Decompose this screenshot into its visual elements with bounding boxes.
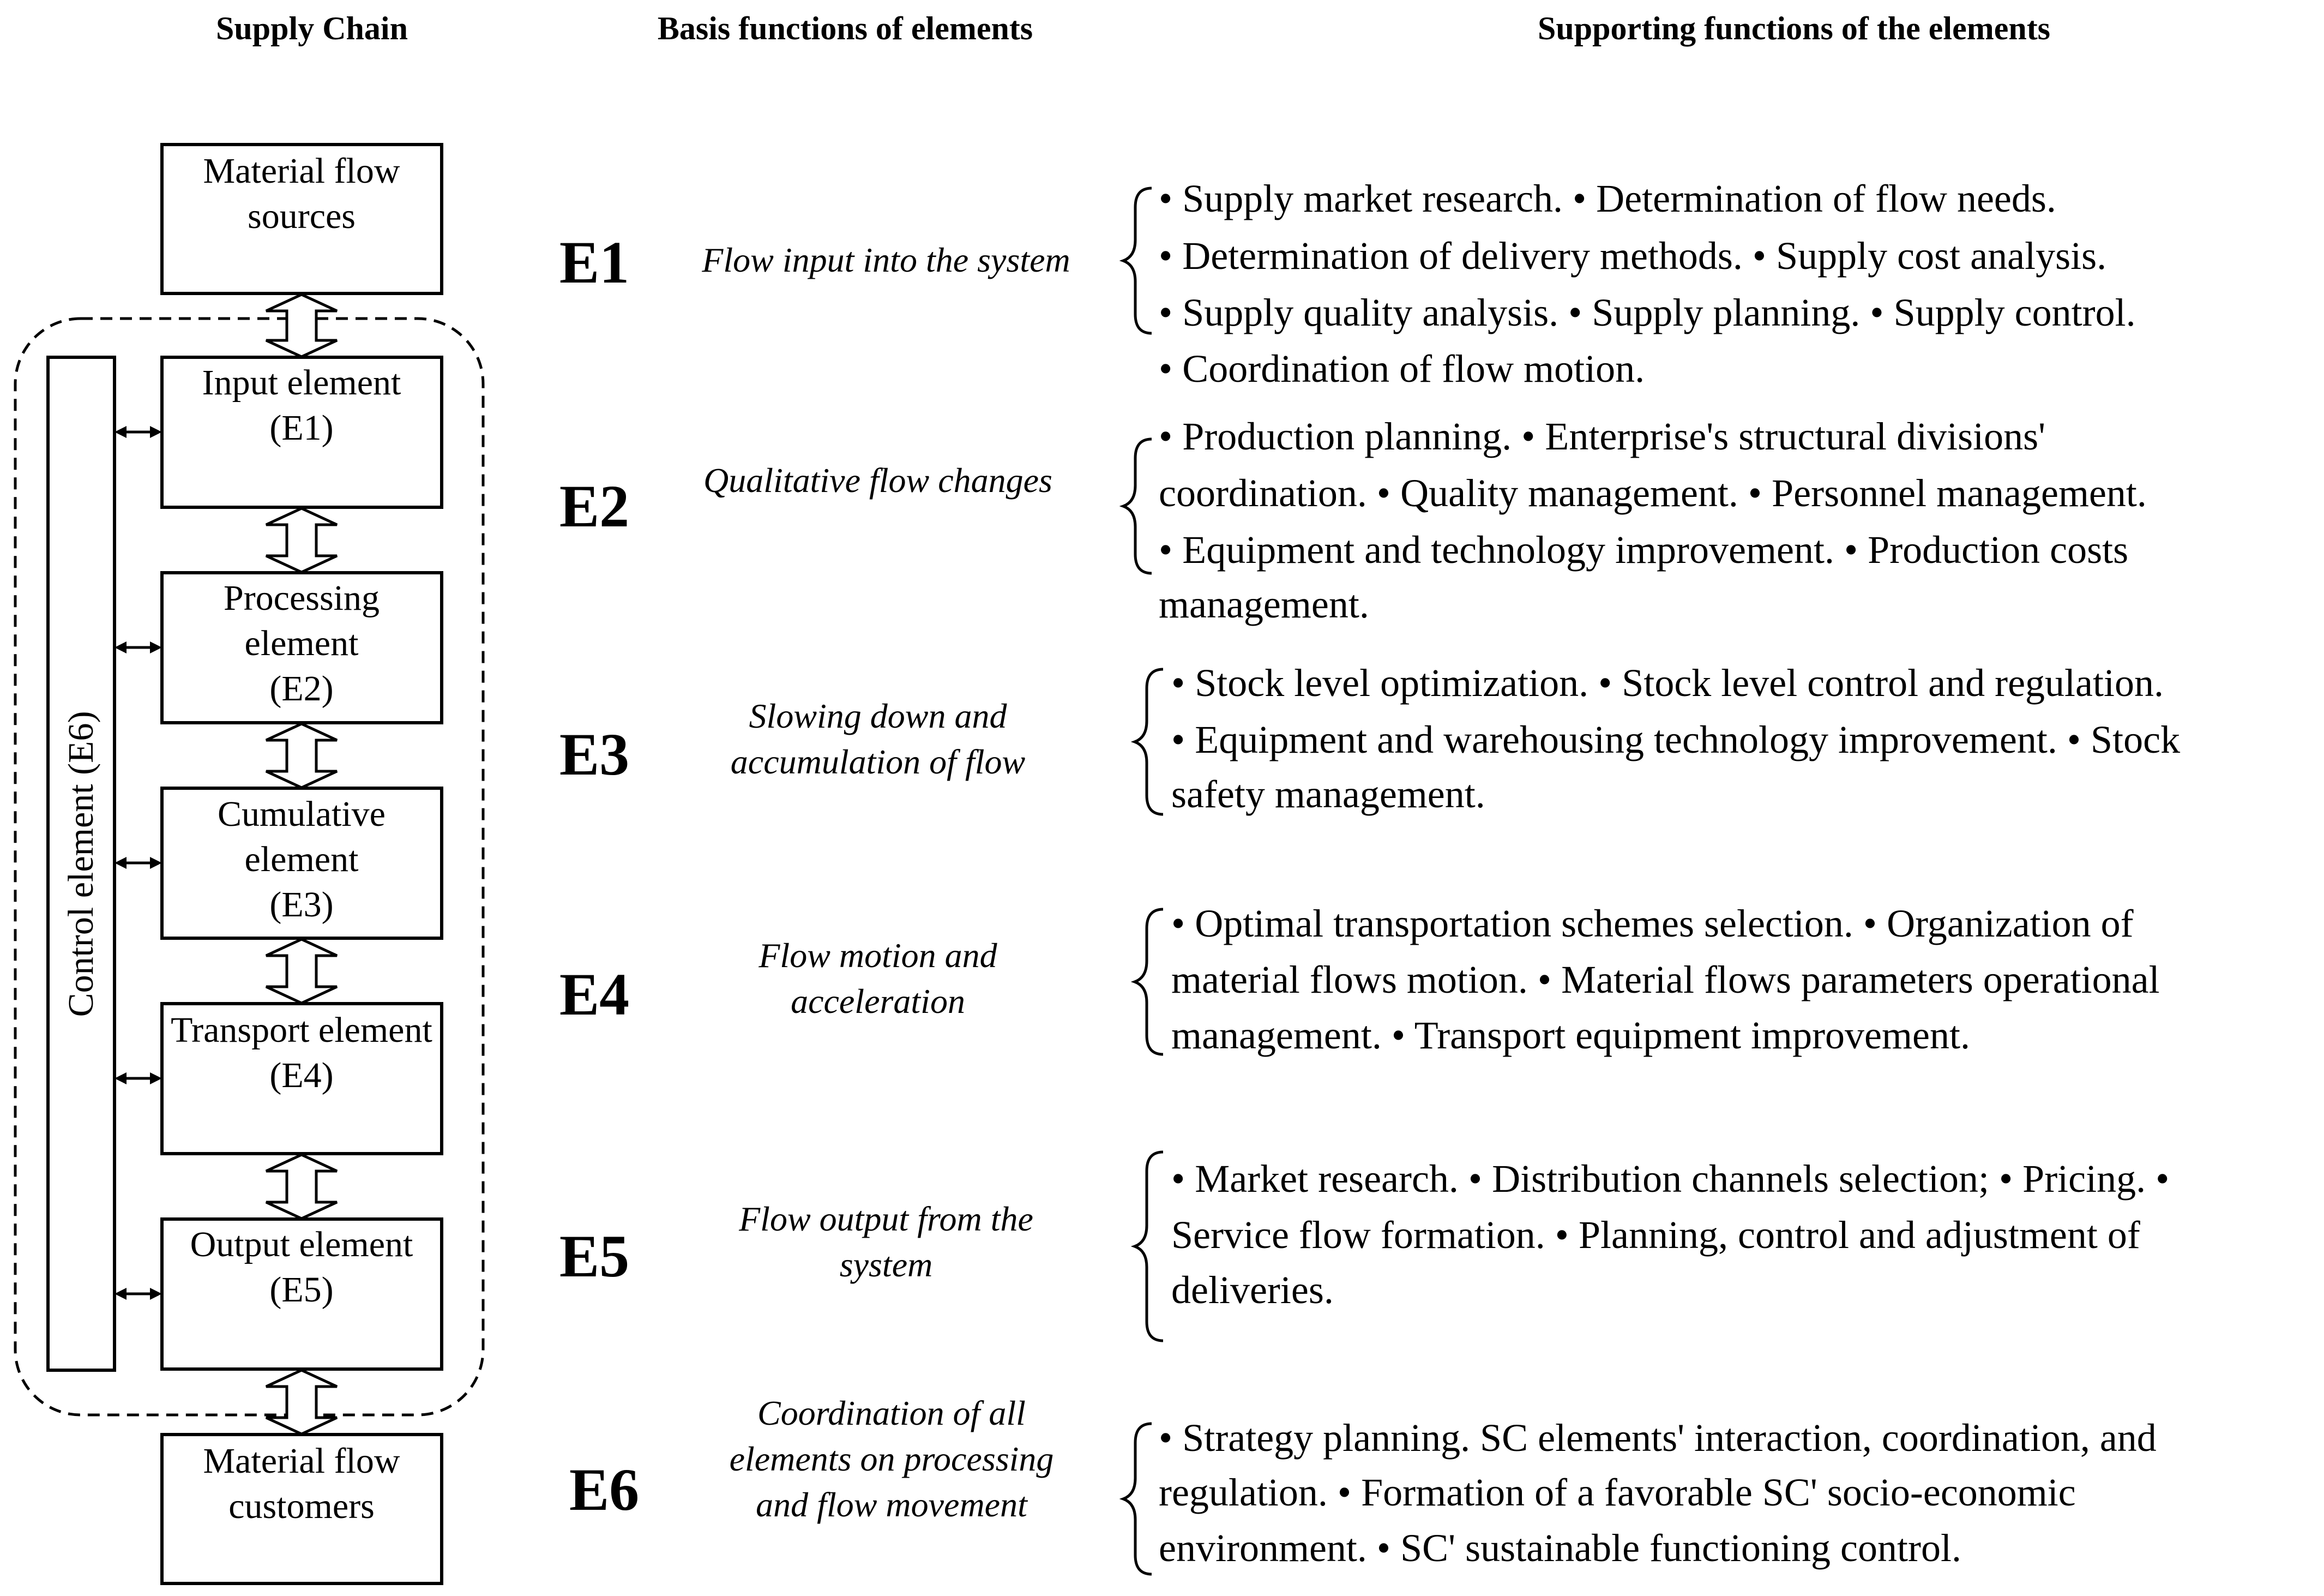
basis-function-line-2: acceleration — [791, 982, 965, 1021]
support-line-1: • Supply market research. • Determination of flow needs. — [1159, 177, 2056, 220]
control-element-label: Control element (E6) — [61, 711, 101, 1017]
basis-function-line-1: Flow motion and — [758, 936, 997, 975]
output-label-line-1: Output element — [190, 1225, 413, 1264]
control-arrows — [115, 426, 162, 1300]
basis-function-line-3: and flow movement — [756, 1485, 1027, 1524]
input-label-line-2: (E1) — [269, 408, 334, 448]
input-label-line-1: Input element — [202, 363, 401, 403]
support-line-2: regulation. • Formation of a favorable SC' socio-economic — [1159, 1471, 2076, 1514]
element-code: E3 — [559, 721, 630, 788]
header-supply-chain: Supply Chain — [216, 10, 408, 46]
support-line-3: • Supply quality analysis. • Supply planning. • Supply control. — [1159, 291, 2136, 334]
support-line-2: • Equipment and warehousing technology improvement. • Stock — [1171, 718, 2181, 761]
transport-label-line-2: (E4) — [269, 1055, 334, 1095]
element-code: E1 — [559, 229, 630, 296]
basis-function-line-1: Flow input into the system — [702, 241, 1070, 279]
support-line-3: management. • Transport equipment improvement. — [1171, 1013, 1970, 1057]
support-line-3: safety management. — [1171, 772, 1485, 816]
row-e1 — [559, 177, 2136, 391]
box-material-flow-sources — [162, 145, 442, 293]
basis-function-line-2: accumulation of flow — [730, 742, 1026, 781]
box-input-element — [162, 357, 442, 507]
curly-brace — [1123, 439, 1152, 573]
row-e6 — [569, 1394, 2157, 1574]
support-line-2: material flows motion. • Material flows parameters operational — [1171, 958, 2160, 1001]
customers-label-line-1: Material flow — [203, 1441, 400, 1481]
support-line-1: • Optimal transportation schemes selection. • Organization of — [1171, 902, 2134, 945]
support-line-1: • Stock level optimization. • Stock level control and regulation. — [1171, 661, 2164, 705]
control-arrow-e2 — [115, 641, 162, 653]
basis-function-line-2: system — [839, 1245, 933, 1284]
header-supporting-functions: Supporting functions of the elements — [1537, 10, 2051, 46]
customers-label-line-2: customers — [228, 1486, 375, 1526]
control-arrow-e5 — [115, 1288, 162, 1300]
cumulative-label-line-3: (E3) — [269, 885, 334, 925]
element-code: E6 — [569, 1456, 640, 1523]
element-code: E2 — [559, 473, 630, 539]
support-line-1: • Production planning. • Enterprise's structural divisions' — [1159, 415, 2046, 458]
support-line-2: coordination. • Quality management. • Personnel management. — [1159, 471, 2147, 515]
support-line-2: • Determination of delivery methods. • Supply cost analysis. — [1159, 234, 2107, 278]
control-arrow-e4 — [115, 1072, 162, 1084]
flow-arrow-output-customers — [266, 1370, 337, 1434]
support-line-3: deliveries. — [1171, 1268, 1334, 1312]
sources-label-line-1: Material flow — [203, 151, 400, 191]
basis-function-line-2: elements on processing — [729, 1439, 1054, 1478]
basis-function-line-1: Coordination of all — [757, 1394, 1026, 1432]
support-line-4: management. — [1159, 583, 1369, 626]
flow-arrow-sources-input — [266, 295, 337, 357]
flow-arrow-input-processing — [266, 508, 337, 572]
basis-function-line-1: Slowing down and — [749, 697, 1007, 735]
support-line-1: • Market research. • Distribution channels selection; • Pricing. • — [1171, 1157, 2170, 1201]
curly-brace — [1123, 1424, 1152, 1574]
basis-function-line-1: Flow output from the — [739, 1199, 1033, 1238]
row-e3 — [559, 661, 2180, 816]
support-line-2: Service flow formation. • Planning, control and adjustment of — [1171, 1213, 2140, 1257]
curly-brace — [1123, 188, 1152, 333]
curly-brace — [1135, 669, 1163, 814]
output-label-line-2: (E5) — [269, 1270, 334, 1310]
support-line-1: • Strategy planning. SC elements' interaction, coordination, and — [1159, 1416, 2157, 1460]
box-cumulative-element — [162, 788, 442, 938]
flow-arrow-cumulative-transport — [266, 939, 337, 1003]
box-material-flow-customers — [162, 1435, 442, 1583]
row-e2 — [559, 415, 2147, 626]
flow-arrow-processing-cumulative — [266, 724, 337, 788]
processing-label-line-2: element — [244, 623, 359, 663]
control-arrow-e1 — [115, 426, 162, 438]
control-arrow-e3 — [115, 857, 162, 869]
curly-brace — [1135, 1152, 1163, 1341]
processing-label-line-1: Processing — [224, 578, 380, 618]
header-basis-functions: Basis functions of elements — [657, 10, 1033, 46]
basis-function-line-1: Qualitative flow changes — [703, 461, 1052, 500]
sources-label-line-2: sources — [248, 196, 356, 236]
support-line-3: • Equipment and technology improvement. • Production costs — [1159, 528, 2129, 572]
curly-brace — [1135, 909, 1163, 1054]
support-line-3: environment. • SC' sustainable functioning control. — [1159, 1526, 1961, 1570]
transport-label-line-1: Transport element — [171, 1010, 432, 1050]
row-e4 — [559, 902, 2160, 1057]
processing-label-line-3: (E2) — [269, 669, 334, 709]
cumulative-label-line-1: Cumulative — [218, 794, 386, 834]
box-output-element — [162, 1219, 442, 1369]
cumulative-label-line-2: element — [244, 839, 359, 879]
support-line-4: • Coordination of flow motion. — [1159, 347, 1645, 391]
flow-arrow-transport-output — [266, 1155, 337, 1219]
element-code: E5 — [559, 1223, 630, 1289]
box-processing-element — [162, 573, 442, 723]
row-e5 — [559, 1152, 2170, 1341]
box-transport-element — [162, 1004, 442, 1154]
element-code: E4 — [559, 961, 630, 1028]
